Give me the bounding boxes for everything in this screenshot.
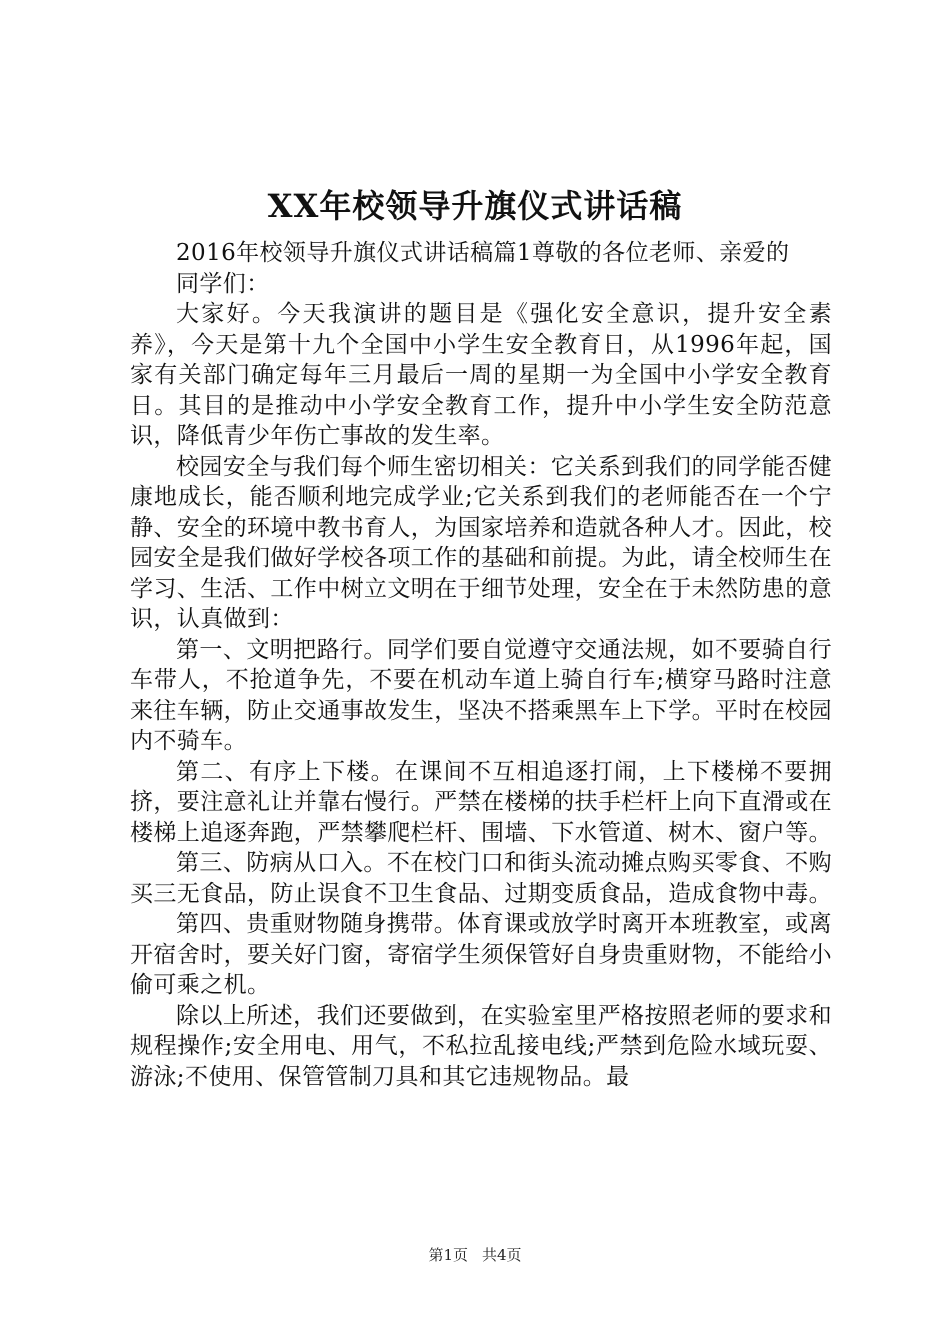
page-footer (0, 1245, 950, 1265)
page-number: 第1页 (428, 1246, 468, 1264)
paragraph-greeting: 2016年校领导升旗仪式讲话稿篇1尊敬的各位老师、亲爱的 (176, 240, 790, 266)
paragraph-campus-safety: 校园安全与我们每个师生密切相关：它关系到我们的同学能否健康地成长，能否顺利地完成学业;它关系到我们的老师能否在一个宁静、安全的环境中教书育人，为国家培养和造就各种人才。因此，校园安全是我们做好学校各项工作的基础和前提。为此，请全校师生在学习、生活、工作中树立文明在于细节处理，安全在于未然防患的意识，认真做到： (130, 453, 832, 632)
paragraph-salutation: 同学们： (176, 270, 270, 297)
paragraph-second-rule: 第二、有序上下楼。在课间不互相追逐打闹，上下楼梯不要拥挤，要注意礼让并靠右慢行。严禁在楼梯的扶手栏杆上向下直滑或在楼梯上追逐奔跑，严禁攀爬栏杆、围墙、下水管道、树木、窗户等。 (130, 758, 832, 846)
paragraph-fourth-rule: 第四、贵重财物随身携带。体育课或放学时离开本班教室，或离开宿舍时，要关好门窗，寄宿学生须保管好自身贵重财物，不能给小偷可乘之机。 (130, 911, 832, 998)
paragraph-additional: 除以上所述，我们还要做到，在实验室里严格按照老师的要求和规程操作;安全用电、用气，不私拉乱接电线;严禁到危险水域玩耍、游泳;不使用、保管管制刀具和其它违规物品。最 (130, 1002, 832, 1090)
document-body (130, 238, 832, 1092)
document-title: XX年校领导升旗仪式讲话稿 (267, 187, 683, 225)
paragraph-intro: 大家好。今天我演讲的题目是《强化安全意识，提升安全素养》，今天是第十九个全国中小学生安全教育日，从1996年起，国家有关部门确定每年三月最后一周的星期一为全国中小学安全教育日。其目的是推动中小学安全教育工作，提升中小学生安全防范意识，降低青少年伤亡事故的发生率。 (130, 301, 832, 449)
page-total: 共4页 (482, 1246, 522, 1264)
paragraph-first-rule: 第一、文明把路行。同学们要自觉遵守交通法规，如不要骑自行车带人，不抢道争先，不要在机动车道上骑自行车;横穿马路时注意来往车辆，防止交通事故发生，坚决不搭乘黑车上下学。平时在校园内不骑车。 (130, 636, 832, 754)
paragraph-third-rule: 第三、防病从口入。不在校门口和街头流动摊点购买零食、不购买三无食品，防止误食不卫生食品、过期变质食品，造成食物中毒。 (130, 850, 832, 907)
